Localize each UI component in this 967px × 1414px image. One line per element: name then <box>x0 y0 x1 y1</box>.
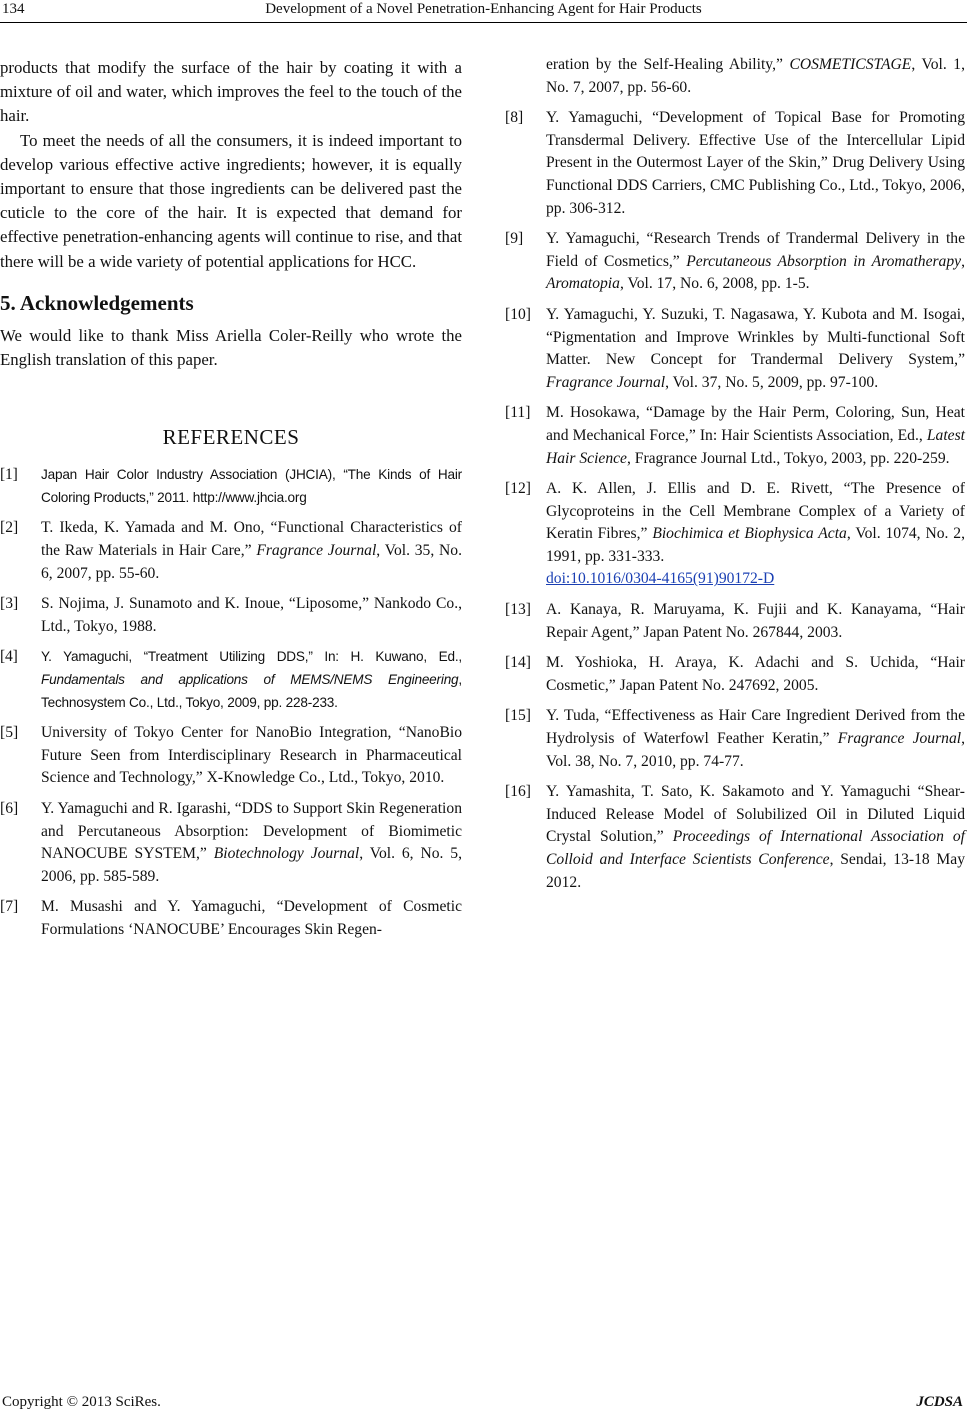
reference-text: Y. Tuda, “Effectiveness as Hair Care Ingredient Derived from the Hydrolysis of Waterfowl Feather Keratin,” Fragrance Journal, Vol. 38, No. 7, 2010, pp. 74-77. <box>546 707 965 770</box>
reference-text: Y. Yamaguchi and R. Igarashi, “DDS to Support Skin Regeneration and Percutaneous Absorption: Development of Biomimetic NANOCUBE SYSTEM,” Biotechnology Journal, Vol. 6, No. 5, 2006, pp. 585-589. <box>41 799 462 885</box>
reference-text: University of Tokyo Center for NanoBio Integration, “NanoBio Future Seen from Interdisciplinary Research in Pharmaceutical Science and Technology,” X-Knowledge Co., Ltd., Tokyo, 2010. <box>41 724 462 787</box>
left-column <box>0 56 462 950</box>
reference-item <box>0 722 462 790</box>
reference-text: Y. Yamaguchi, Y. Suzuki, T. Nagasawa, Y. Kubota and M. Isogai, “Pigmentation and Improve Wrinkles by Multi-functional Soft Matter. New Concept for Trandermal Delivery System,” Fragrance Journal, Vol. 37, No. 5, 2009, pp. 97-100. <box>546 305 965 391</box>
reference-item <box>0 896 462 941</box>
reference-number: [4] <box>0 648 18 666</box>
body-paragraph: To meet the needs of all the consumers, it is indeed important to develop various effective active ingredients; however, it is equally important to ensure that those ingredients can be delivered past the cuticle to the core of the hair. It is expected that demand for effective penetration-enhancing agents will continue to rise, and that there will be a wide variety of potential applications for HCC. <box>0 130 462 271</box>
reference-text: M. Musashi and Y. Yamaguchi, “Development of Cosmetic Formulations ‘NANOCUBE’ Encourages Skin Regen- <box>41 898 462 938</box>
reference-item <box>505 304 965 394</box>
reference-text: M. Yoshioka, H. Araya, K. Adachi and S. Uchida, “Hair Cosmetic,” Japan Patent No. 247692, 2005. <box>546 654 965 694</box>
reference-item <box>505 599 965 644</box>
reference-number: [10] <box>505 305 531 323</box>
reference-item <box>505 705 965 773</box>
reference-item <box>0 593 462 638</box>
reference-text: Y. Yamashita, T. Sato, K. Sakamoto and Y. Yamaguchi “Shear-Induced Release Model of Solubilized Oil in Diluted Liquid Crystal Solution,” Proceedings of International Association of Colloid and Interface Scientists Conference, Sendai, 13-18 May 2012. <box>546 783 965 891</box>
reference-number: [9] <box>505 230 524 248</box>
reference-text: A. K. Allen, J. Ellis and D. E. Rivett, “The Presence of Glycoproteins in the Cell Membrane Complex of a Variety of Keratin Fibres,” Biochimica et Biophysica Acta, Vol. 1074, No. 2, 1991, pp. 331-333. doi:10.1016/0304-4165(91)90172-D <box>546 480 965 588</box>
reference-text: Japan Hair Color Industry Association (JHCIA), “The Kinds of Hair Coloring Products,” 2011. http://www.jhcia.org <box>41 467 462 505</box>
reference-continuation: eration by the Self-Healing Ability,” COSMETICSTAGE, Vol. 1, No. 7, 2007, pp. 56-60. <box>546 56 965 96</box>
reference-number: [1] <box>0 466 18 484</box>
right-column <box>505 54 965 902</box>
reference-text: M. Hosokawa, “Damage by the Hair Perm, Coloring, Sun, Heat and Mechanical Force,” In: Hair Scientists Association, Ed., Latest Hair Science, Fragrance Journal Ltd., Tokyo, 2003, pp. 220-259. <box>546 404 965 467</box>
page-header <box>0 0 967 23</box>
body-paragraph: products that modify the surface of the hair by coating it with a mixture of oil and water, which improves the feel to the touch of the hair. <box>0 58 462 126</box>
page-number: 134 <box>2 1 25 17</box>
reference-number: [11] <box>505 404 531 422</box>
reference-item <box>0 464 462 509</box>
section-heading: 5. Acknowledgements <box>0 290 194 315</box>
reference-text: Y. Yamaguchi, “Development of Topical Base for Promoting Transdermal Delivery. Effective Use of the Intercellular Lipid Present in the Outermost Layer of the Skin,” Drug Delivery Using Functional DDS Carriers, CMC Publishing Co., Ltd., Tokyo, 2006, pp. 306-312. <box>546 109 965 217</box>
reference-item <box>505 478 965 591</box>
reference-item <box>0 798 462 888</box>
reference-item <box>0 517 462 585</box>
reference-number: [2] <box>0 519 19 537</box>
reference-number: [12] <box>505 480 531 498</box>
reference-number: [8] <box>505 109 524 127</box>
running-title: Development of a Novel Penetration-Enhancing Agent for Hair Products <box>265 1 702 17</box>
reference-number: [6] <box>0 799 19 817</box>
reference-number: [5] <box>0 724 19 742</box>
copyright-notice: Copyright © 2013 SciRes. <box>2 1394 161 1410</box>
reference-item <box>505 107 965 220</box>
reference-item <box>505 652 965 697</box>
reference-number: [7] <box>0 898 19 916</box>
reference-number: [3] <box>0 595 19 613</box>
reference-text: A. Kanaya, R. Maruyama, K. Fujii and K. Kanayama, “Hair Repair Agent,” Japan Patent No. 267844, 2003. <box>546 601 965 641</box>
reference-text: Y. Yamaguchi, “Research Trends of Trandermal Delivery in the Field of Cosmetics,” Percutaneous Absorption in Aromatherapy, Aromatopia, Vol. 17, No. 6, 2008, pp. 1-5. <box>546 230 965 293</box>
reference-item <box>505 781 965 894</box>
reference-item <box>505 228 965 296</box>
reference-item <box>505 402 965 470</box>
reference-number: [13] <box>505 601 531 619</box>
reference-text: S. Nojima, J. Sunamoto and K. Inoue, “Liposome,” Nankodo Co., Ltd., Tokyo, 1988. <box>41 595 462 635</box>
reference-number: [15] <box>505 707 531 725</box>
reference-text: Y. Yamaguchi, “Treatment Utilizing DDS,” In: H. Kuwano, Ed., Fundamentals and applications of MEMS/NEMS Engineering, Technosystem Co., Ltd., Tokyo, 2009, pp. 228-233. <box>41 649 462 710</box>
references-heading: REFERENCES <box>162 425 300 450</box>
acknowledgements-text: We would like to thank Miss Ariella Coler-Reilly who wrote the English translation of this paper. <box>0 325 462 370</box>
reference-text: T. Ikeda, K. Yamada and M. Ono, “Functional Characteristics of the Raw Materials in Hair Care,” Fragrance Journal, Vol. 35, No. 6, 2007, pp. 55-60. <box>41 519 462 582</box>
reference-number: [16] <box>505 783 531 801</box>
reference-number: [14] <box>505 654 531 672</box>
page-footer <box>0 1386 967 1410</box>
doi-link[interactable]: doi:10.1016/0304-4165(91)90172-D <box>546 570 775 588</box>
journal-abbreviation: JCDSA <box>916 1394 963 1410</box>
reference-item <box>0 646 462 714</box>
